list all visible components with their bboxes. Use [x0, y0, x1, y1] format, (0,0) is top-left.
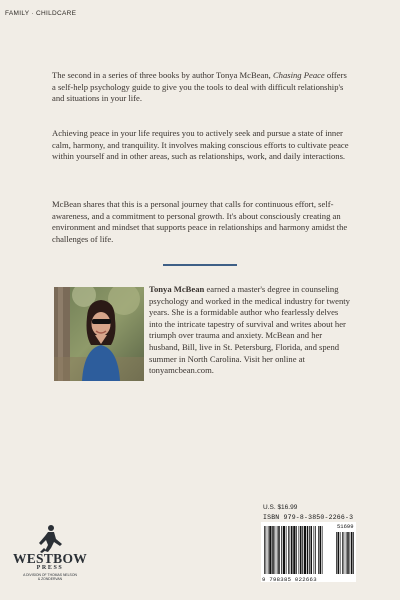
- barcode-addon-bar: [347, 532, 349, 574]
- barcode-addon-bar: [353, 532, 354, 574]
- book-title: Chasing Peace: [272, 70, 325, 80]
- barcode-bar: [286, 526, 287, 574]
- barcode-bar: [309, 526, 310, 574]
- barcode-bar: [307, 526, 309, 574]
- publisher-logo: [4, 524, 96, 594]
- publisher-press: PRESS: [36, 565, 64, 571]
- barcode-bar: [322, 526, 323, 574]
- description-text: The second in a series of three books by author Tonya McBean,: [52, 70, 273, 80]
- description-paragraph-2: Achieving peace in your life requires you to actively seek and pursue a state of inner calm, harmony, and tranquility. It involves making conscious efforts to cultivate peace within yourself and in other areas, such as relationships, work, and daily interactions.: [52, 128, 349, 162]
- category-label: FAMILY · CHILDCARE: [5, 10, 77, 17]
- description-text: offers a self-help psychology guide to give you the tools to deal with difficult relationship's and situations in your life.: [52, 70, 347, 104]
- barcode-bar: [299, 526, 300, 574]
- barcode-bar: [315, 526, 316, 574]
- barcode-bar: [288, 526, 289, 574]
- price-label: U.S. $16.99: [263, 504, 298, 511]
- barcode-bar: [290, 526, 291, 574]
- description-paragraph-3: McBean shares that this is a personal journey that calls for continuous effort, self-awareness, and a commitment to personal growth. It's about consciously creating an environment and mindset that supports peace in relationships and harmony amidst the challenges of life.: [52, 199, 348, 244]
- barcode-addon-bar: [344, 532, 345, 574]
- barcode-addon-bar: [346, 532, 347, 574]
- barcode-bar: [291, 526, 293, 574]
- barcode: [261, 522, 356, 582]
- barcode-bar: [275, 526, 276, 574]
- barcode-ean-number: 9 798385 022663: [262, 576, 317, 583]
- barcode-bar: [268, 526, 269, 574]
- publisher-division-line: & ZONDERVAN: [37, 577, 63, 582]
- barcode-bar: [272, 526, 274, 574]
- barcode-addon-bar: [350, 532, 351, 574]
- barcode-bar: [302, 526, 303, 574]
- barcode-bar: [300, 526, 302, 574]
- barcode-addon-bar: [340, 532, 341, 574]
- author-bio: [52, 284, 352, 384]
- barcode-addon-bar: [336, 532, 337, 574]
- publisher-name: WESTBOW: [12, 551, 88, 566]
- description-paragraph-1: [52, 70, 352, 105]
- publisher-division: [4, 573, 96, 581]
- barcode-bar: [278, 526, 280, 574]
- author-name: Tonya McBean: [149, 284, 205, 294]
- barcode-bar: [296, 526, 297, 574]
- barcode-bar: [277, 526, 278, 574]
- publisher-division-line: A DIVISION OF THOMAS NELSON: [23, 573, 77, 577]
- barcode-addon-bar: [351, 532, 353, 574]
- author-bio-text: earned a master's degree in counseling psychology and worked in the medical industry for twenty years. She is a formidable author who fearlessly delves into the intricate tapestry of survival and writes about her triumph over trauma and anxiety. McBean and her husband, Bill, live in St. Petersburg, Florida, and spend summer in North Carolina. Visit her online at tonyamcbean.com.: [149, 284, 350, 376]
- section-divider: [163, 264, 237, 266]
- barcode-bar: [264, 526, 265, 574]
- barcode-bar: [320, 526, 322, 574]
- barcode-bar: [318, 526, 319, 574]
- barcode-bar: [266, 526, 267, 574]
- barcode-bar: [293, 526, 295, 574]
- barcode-addon-number: 51699: [337, 523, 354, 530]
- barcode-addon-bar: [342, 532, 343, 574]
- barcode-addon-bar: [338, 532, 340, 574]
- barcode-bar: [314, 526, 315, 574]
- photo-spacer: [52, 284, 149, 384]
- isbn-label: ISBN 979-8-3850-2266-3: [263, 514, 354, 521]
- barcode-bar: [281, 526, 282, 574]
- barcode-bar: [283, 526, 285, 574]
- barcode-bar: [304, 526, 306, 574]
- barcode-bar: [311, 526, 313, 574]
- barcode-bar: [269, 526, 271, 574]
